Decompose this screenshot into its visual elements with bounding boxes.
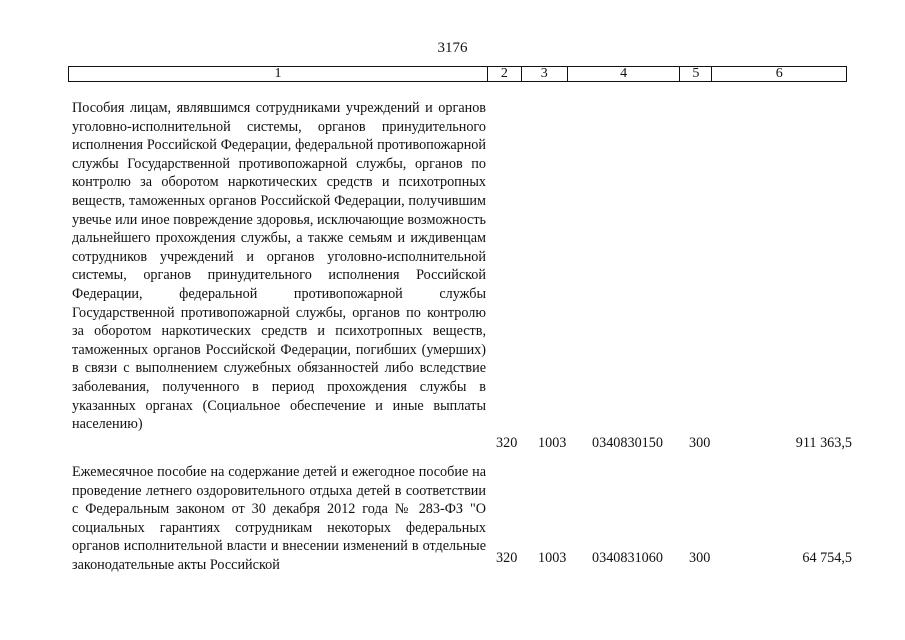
column-header-2: 2 xyxy=(488,67,522,81)
row-description: Ежемесячное пособие на содержание детей и ежегодное пособие на проведение летнего оздоровительного отдыха детей в соответствии с Федеральным законом от 30 декабря 2012 года № 283-ФЗ "О социальных гарантиях сотрудникам некоторых федеральных органов исполнительной власти и внесении изменений в отдельные законодательные акты Российской xyxy=(72,464,486,573)
row-amount: 911 363,5 xyxy=(795,435,852,451)
column-header-6: 6 xyxy=(775,66,783,81)
table-row xyxy=(72,463,852,583)
row-ministry-code: 320 xyxy=(496,435,518,451)
column-header-4: 4 xyxy=(568,67,681,81)
row-expense-type: 300 xyxy=(689,435,711,451)
row-section-code: 1003 xyxy=(538,435,567,451)
page-number: 3176 xyxy=(437,40,468,56)
row-target-article: 0340830150 xyxy=(592,435,663,451)
table-row xyxy=(72,99,852,459)
column-header-3: 3 xyxy=(522,67,568,81)
row-description: Пособия лицам, являвшимся сотрудниками учреждений и органов уголовно-исполнительной системы, органов принудительного исполнения Российской Федерации, федеральной противопожарной службы Государственной противопожарной службы, органов по контролю за оборотом наркотических средств и психотропных веществ, таможенных органов Российской Федерации, получившим увечье или иное повреждение здоровья, исключающие возможность дальнейшего прохождения службы, а также семьям и иждивенцам сотрудников учреждений и органов уголовно-исполнительной системы, органов принудительного исполнения Российской Федерации, федеральной противопожарной службы Государственной противопожарной службы, органов по контролю за оборотом наркотических средств и психотропных веществ, таможенных органов Российской Федерации, погибших (умерших) в связи с выполнением служебных обязанностей либо вследствие заболевания, полученного в период прохождения службы в указанных органах (Социальное обеспечение и иные выплаты населению) xyxy=(72,100,486,433)
row-expense-type: 300 xyxy=(689,550,711,566)
row-ministry-code: 320 xyxy=(496,550,518,566)
column-header-5: 5 xyxy=(680,67,712,81)
column-header-row xyxy=(68,66,847,82)
row-amount: 64 754,5 xyxy=(802,550,852,566)
row-target-article: 0340831060 xyxy=(592,550,663,566)
row-section-code: 1003 xyxy=(538,550,567,566)
column-header-1: 1 xyxy=(69,67,488,81)
